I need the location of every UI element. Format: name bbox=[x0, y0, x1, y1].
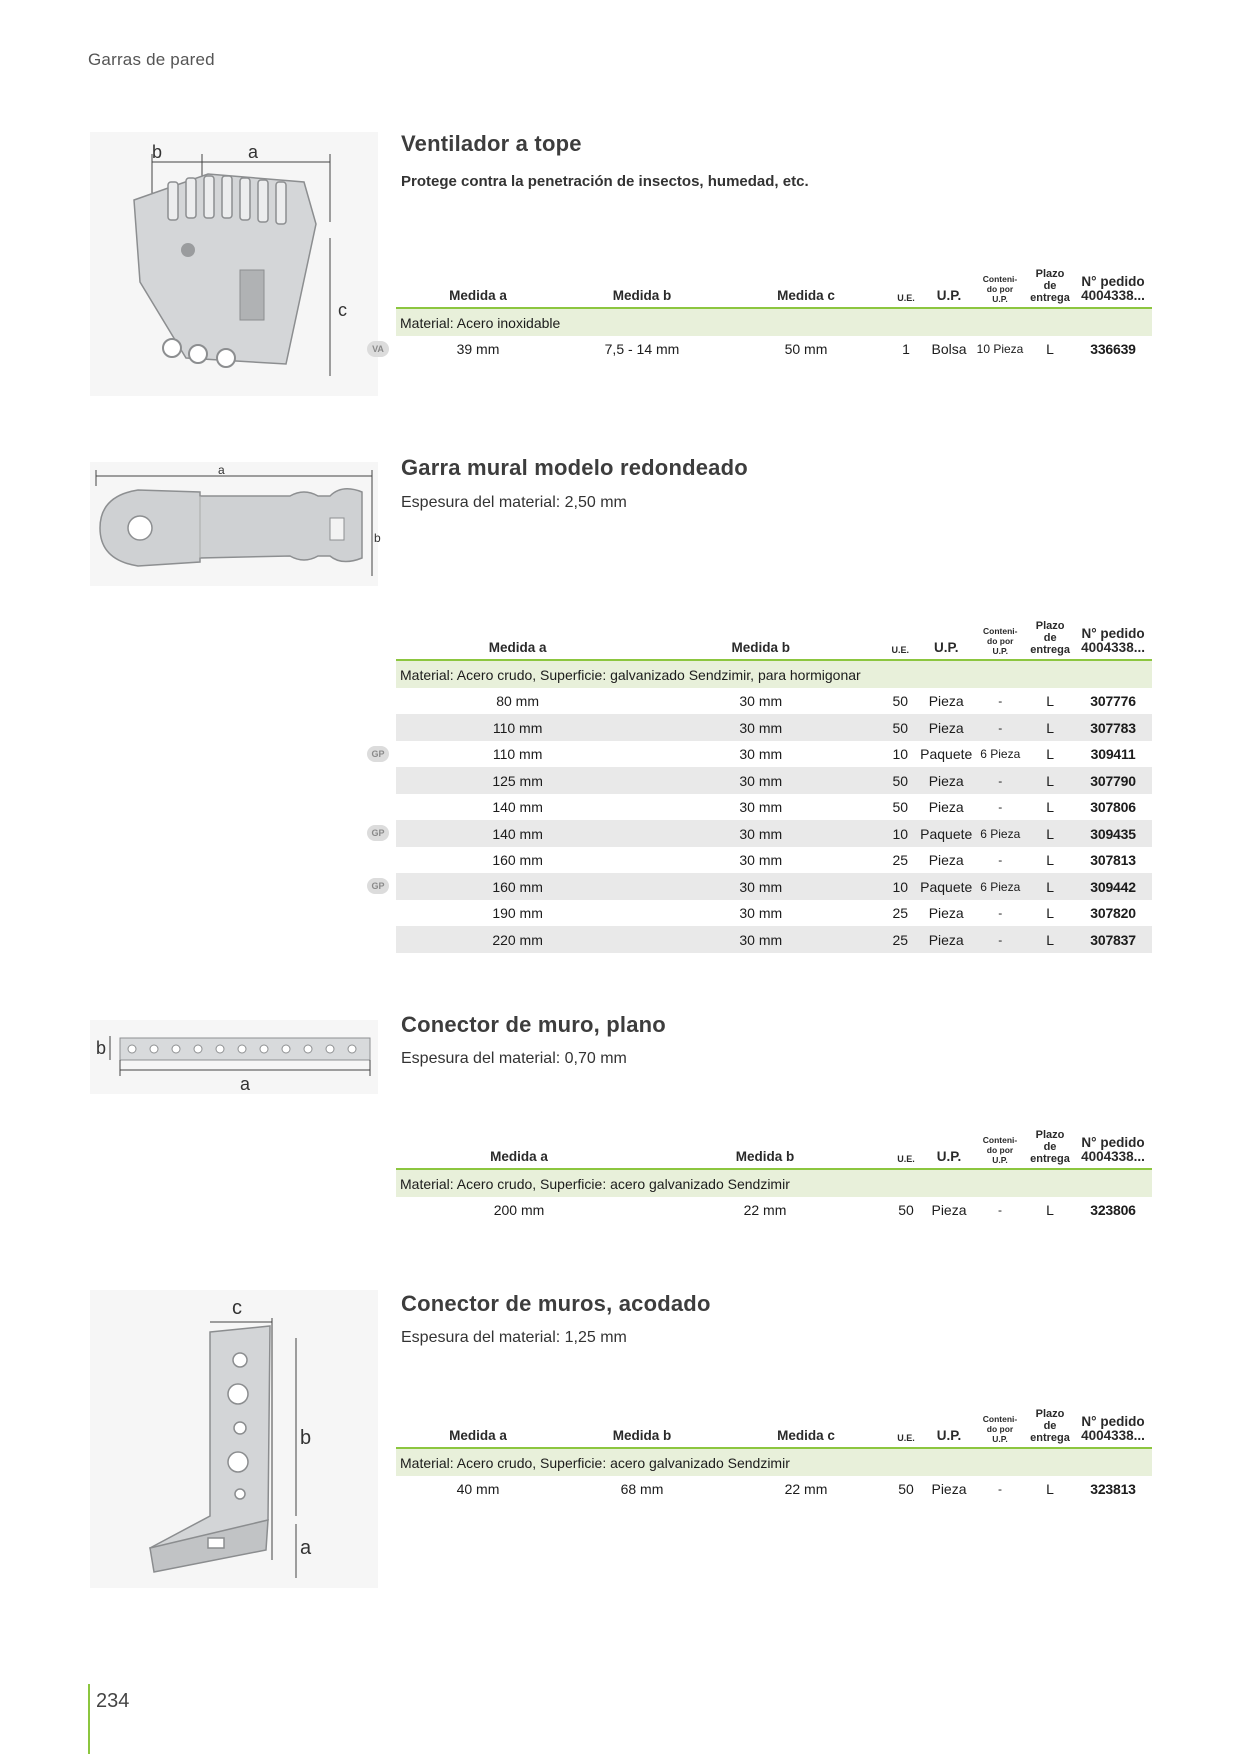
cell-medida-c: 22 mm bbox=[784, 1481, 828, 1498]
badge-gp: GP bbox=[367, 746, 389, 762]
col-contenido: Conteni- do por U.P. bbox=[982, 1134, 1018, 1165]
cell-medida-b: 30 mm bbox=[639, 820, 882, 847]
cell-medida-a: 200 mm bbox=[493, 1202, 545, 1219]
col-pedido: N° pedido 4004338... bbox=[1081, 273, 1145, 304]
col-pedido: N° pedido 4004338... bbox=[1081, 625, 1145, 656]
cell-ue: 50 bbox=[882, 714, 918, 741]
cell-contenido: - bbox=[974, 714, 1026, 741]
col-medida-a: Medida a bbox=[488, 640, 547, 656]
page-number-bar bbox=[88, 1684, 90, 1754]
col-pedido: N° pedido 4004338... bbox=[1081, 1134, 1145, 1165]
cell-contenido: - bbox=[998, 1203, 1002, 1218]
cell-up: Paquete bbox=[918, 820, 974, 847]
cell-plazo: L bbox=[1026, 820, 1074, 847]
cell-ue: 25 bbox=[882, 926, 918, 953]
col-medida-c: Medida c bbox=[777, 1428, 835, 1444]
col-medida-b: Medida b bbox=[612, 288, 672, 304]
product-title: Garra mural modelo redondeado bbox=[401, 455, 748, 480]
cell-up: Paquete bbox=[918, 873, 974, 900]
spec-table bbox=[396, 1408, 1152, 1502]
product-image-garra-mural bbox=[90, 462, 381, 586]
cell-pedido: 307837 bbox=[1074, 926, 1152, 953]
product-image-ventilador bbox=[90, 132, 378, 396]
col-contenido: Conteni- do por U.P. bbox=[982, 273, 1018, 304]
cell-medida-a: 110 mm bbox=[492, 719, 543, 736]
cell-ue: 25 bbox=[892, 852, 909, 869]
badge-gp: GP bbox=[367, 878, 389, 894]
cell-up: Pieza bbox=[918, 714, 974, 741]
section-header: Garras de pared bbox=[88, 50, 215, 69]
cell-medida-b: 30 mm bbox=[739, 799, 783, 816]
table-row bbox=[396, 767, 1152, 794]
cell-contenido: 6 Pieza bbox=[974, 820, 1026, 847]
cell-plazo: L bbox=[1046, 905, 1055, 922]
dim-b-label: b bbox=[374, 531, 381, 545]
cell-contenido: - bbox=[998, 853, 1003, 868]
cell-pedido: 307783 bbox=[1074, 714, 1152, 741]
cell-up: Pieza bbox=[931, 1481, 967, 1498]
material-row: Material: Acero inoxidable bbox=[396, 308, 1152, 336]
product-image-conector-acodado bbox=[90, 1290, 378, 1588]
col-medida-c: Medida c bbox=[777, 288, 835, 304]
material-row: Material: Acero crudo, Superficie: acero galvanizado Sendzimir bbox=[396, 1169, 1152, 1197]
table-row bbox=[396, 714, 1152, 741]
col-ue: U.E. bbox=[897, 1154, 915, 1165]
cell-ue: 1 bbox=[902, 341, 910, 358]
product-title: Ventilador a tope bbox=[401, 131, 582, 156]
cell-medida-b: 68 mm bbox=[620, 1481, 664, 1498]
col-contenido: Conteni- do por U.P. bbox=[983, 625, 1018, 656]
spec-table bbox=[372, 268, 1152, 362]
product-description: Espesura del material: 1,25 mm bbox=[401, 1329, 627, 1346]
cell-medida-a: 80 mm bbox=[496, 693, 539, 710]
cell-medida-b: 30 mm bbox=[739, 693, 783, 710]
cell-plazo: L bbox=[1026, 767, 1074, 794]
cell-contenido: - bbox=[998, 694, 1003, 709]
dim-b-label: b bbox=[300, 1427, 312, 1449]
cell-up: Pieza bbox=[931, 1202, 967, 1219]
col-up: U.P. bbox=[936, 1149, 962, 1165]
dim-a-label: a bbox=[300, 1537, 312, 1559]
cell-medida-b: 30 mm bbox=[739, 852, 783, 869]
cell-pedido: 309435 bbox=[1074, 820, 1152, 847]
table-row bbox=[396, 1476, 1152, 1503]
cell-medida-c: 50 mm bbox=[784, 341, 828, 358]
table-row bbox=[396, 336, 1152, 363]
cell-contenido: 6 Pieza bbox=[980, 747, 1021, 762]
cell-ue: 10 bbox=[882, 820, 918, 847]
col-ue: U.E. bbox=[897, 1433, 915, 1444]
cell-contenido: 6 Pieza bbox=[974, 873, 1026, 900]
cell-plazo: L bbox=[1026, 873, 1074, 900]
cell-medida-b: 30 mm bbox=[739, 746, 783, 763]
col-contenido: Conteni- do por U.P. bbox=[982, 1413, 1018, 1444]
col-medida-a: Medida a bbox=[490, 1149, 548, 1165]
cell-pedido: 307806 bbox=[1090, 799, 1136, 816]
cell-medida-a: 39 mm bbox=[456, 341, 500, 358]
spec-table bbox=[396, 1129, 1152, 1223]
cell-plazo: L bbox=[1046, 1481, 1054, 1498]
dim-a-label: a bbox=[248, 142, 259, 162]
cell-medida-b: 7,5 - 14 mm bbox=[604, 341, 680, 358]
cell-medida-a: 160 mm bbox=[492, 852, 543, 869]
col-ue: U.E. bbox=[891, 645, 909, 656]
cell-pedido: 307813 bbox=[1090, 852, 1136, 869]
cell-plazo: L bbox=[1026, 714, 1074, 741]
material-row: Material: Acero crudo, Superficie: acero galvanizado Sendzimir bbox=[396, 1448, 1152, 1476]
cell-ue: 50 bbox=[898, 1481, 914, 1498]
material-row: Material: Acero crudo, Superficie: galvanizado Sendzimir, para hormigonar bbox=[396, 660, 1152, 688]
cell-medida-a: 220 mm bbox=[492, 931, 543, 948]
cell-up: Pieza bbox=[928, 905, 964, 922]
cell-medida-a: 140 mm bbox=[492, 799, 543, 816]
cell-contenido: 10 Pieza bbox=[976, 342, 1024, 357]
cell-ue: 50 bbox=[898, 1202, 914, 1219]
product-description: Espesura del material: 0,70 mm bbox=[401, 1050, 627, 1067]
cell-up: Pieza bbox=[918, 926, 974, 953]
cell-contenido: - bbox=[998, 906, 1003, 921]
product-description: Espesura del material: 2,50 mm bbox=[401, 494, 627, 511]
cell-plazo: L bbox=[1046, 341, 1054, 358]
cell-contenido: - bbox=[974, 926, 1026, 953]
cell-medida-a: 40 mm bbox=[456, 1481, 500, 1498]
cell-ue: 10 bbox=[892, 746, 909, 763]
table-row bbox=[396, 820, 1152, 847]
cell-ue: 50 bbox=[892, 693, 909, 710]
col-medida-b: Medida b bbox=[731, 640, 791, 656]
col-plazo: Plazo de entrega bbox=[1030, 620, 1071, 657]
cell-medida-a: 160 mm bbox=[492, 878, 543, 895]
table-row bbox=[396, 1197, 1152, 1224]
cell-pedido: 307790 bbox=[1074, 767, 1152, 794]
cell-plazo: L bbox=[1026, 926, 1074, 953]
cell-medida-a: 190 mm bbox=[492, 905, 543, 922]
col-pedido: N° pedido 4004338... bbox=[1081, 1413, 1145, 1444]
badge-gp: GP bbox=[367, 825, 389, 841]
col-up: U.P. bbox=[936, 1428, 962, 1444]
col-up: U.P. bbox=[933, 640, 959, 656]
col-medida-b: Medida b bbox=[612, 1428, 672, 1444]
cell-medida-b: 30 mm bbox=[639, 873, 882, 900]
col-up: U.P. bbox=[936, 288, 962, 304]
col-medida-a: Medida a bbox=[449, 288, 507, 304]
cell-pedido: 307820 bbox=[1090, 905, 1136, 922]
badge-va: VA bbox=[367, 341, 389, 357]
cell-medida-b: 30 mm bbox=[639, 714, 882, 741]
cell-plazo: L bbox=[1046, 799, 1055, 816]
product-title: Conector de muro, plano bbox=[401, 1012, 666, 1037]
cell-pedido: 309411 bbox=[1090, 746, 1136, 763]
cell-ue: 10 bbox=[882, 873, 918, 900]
col-plazo: Plazo de entrega bbox=[1030, 268, 1070, 305]
spec-table bbox=[371, 620, 1152, 953]
cell-ue: 25 bbox=[892, 905, 909, 922]
table-row bbox=[396, 688, 1152, 715]
cell-plazo: L bbox=[1046, 852, 1055, 869]
cell-medida-a: 140 mm bbox=[492, 825, 543, 842]
cell-pedido: 336639 bbox=[1090, 341, 1136, 358]
col-plazo: Plazo de entrega bbox=[1030, 1408, 1070, 1445]
product-title: Conector de muros, acodado bbox=[401, 1291, 711, 1316]
cell-medida-a: 110 mm bbox=[492, 746, 543, 763]
cell-up: Pieza bbox=[928, 852, 964, 869]
cell-contenido: - bbox=[974, 767, 1026, 794]
cell-up: Pieza bbox=[928, 799, 964, 816]
cell-medida-b: 22 mm bbox=[743, 1202, 787, 1219]
page-number: 234 bbox=[96, 1690, 130, 1712]
dim-b-label: b bbox=[152, 142, 163, 162]
cell-contenido: - bbox=[998, 800, 1003, 815]
cell-medida-b: 30 mm bbox=[739, 905, 783, 922]
cell-plazo: L bbox=[1046, 693, 1055, 710]
col-plazo: Plazo de entrega bbox=[1030, 1129, 1070, 1166]
cell-pedido: 323806 bbox=[1090, 1202, 1136, 1219]
dim-c-label: c bbox=[232, 1297, 242, 1319]
cell-ue: 50 bbox=[892, 799, 909, 816]
cell-plazo: L bbox=[1046, 746, 1055, 763]
col-ue: U.E. bbox=[897, 293, 915, 304]
cell-contenido: - bbox=[998, 1482, 1002, 1497]
product-description: Protege contra la penetración de insectos, humedad, etc. bbox=[401, 173, 809, 190]
dim-a-label: a bbox=[218, 463, 225, 477]
cell-up: Pieza bbox=[928, 693, 964, 710]
product-image-conector-plano bbox=[90, 1020, 378, 1094]
table-row bbox=[396, 926, 1152, 953]
cell-up: Paquete bbox=[920, 746, 973, 763]
cell-medida-a: 125 mm bbox=[492, 772, 543, 789]
table-row bbox=[396, 873, 1152, 900]
dim-a-label: a bbox=[240, 1074, 251, 1094]
col-medida-a: Medida a bbox=[449, 1428, 507, 1444]
table-row bbox=[396, 900, 1152, 927]
cell-pedido: 307776 bbox=[1090, 693, 1136, 710]
table-row bbox=[396, 847, 1152, 874]
cell-pedido: 309442 bbox=[1074, 873, 1152, 900]
col-medida-b: Medida b bbox=[735, 1149, 795, 1165]
cell-medida-b: 30 mm bbox=[639, 926, 882, 953]
cell-pedido: 323813 bbox=[1090, 1481, 1136, 1498]
table-row bbox=[396, 741, 1152, 768]
cell-ue: 50 bbox=[882, 767, 918, 794]
cell-up: Pieza bbox=[918, 767, 974, 794]
cell-up: Bolsa bbox=[931, 341, 967, 358]
cell-plazo: L bbox=[1046, 1202, 1054, 1219]
cell-medida-b: 30 mm bbox=[639, 767, 882, 794]
dim-b-label: b bbox=[96, 1038, 107, 1058]
table-row bbox=[396, 794, 1152, 821]
dim-c-label: c bbox=[338, 300, 347, 320]
